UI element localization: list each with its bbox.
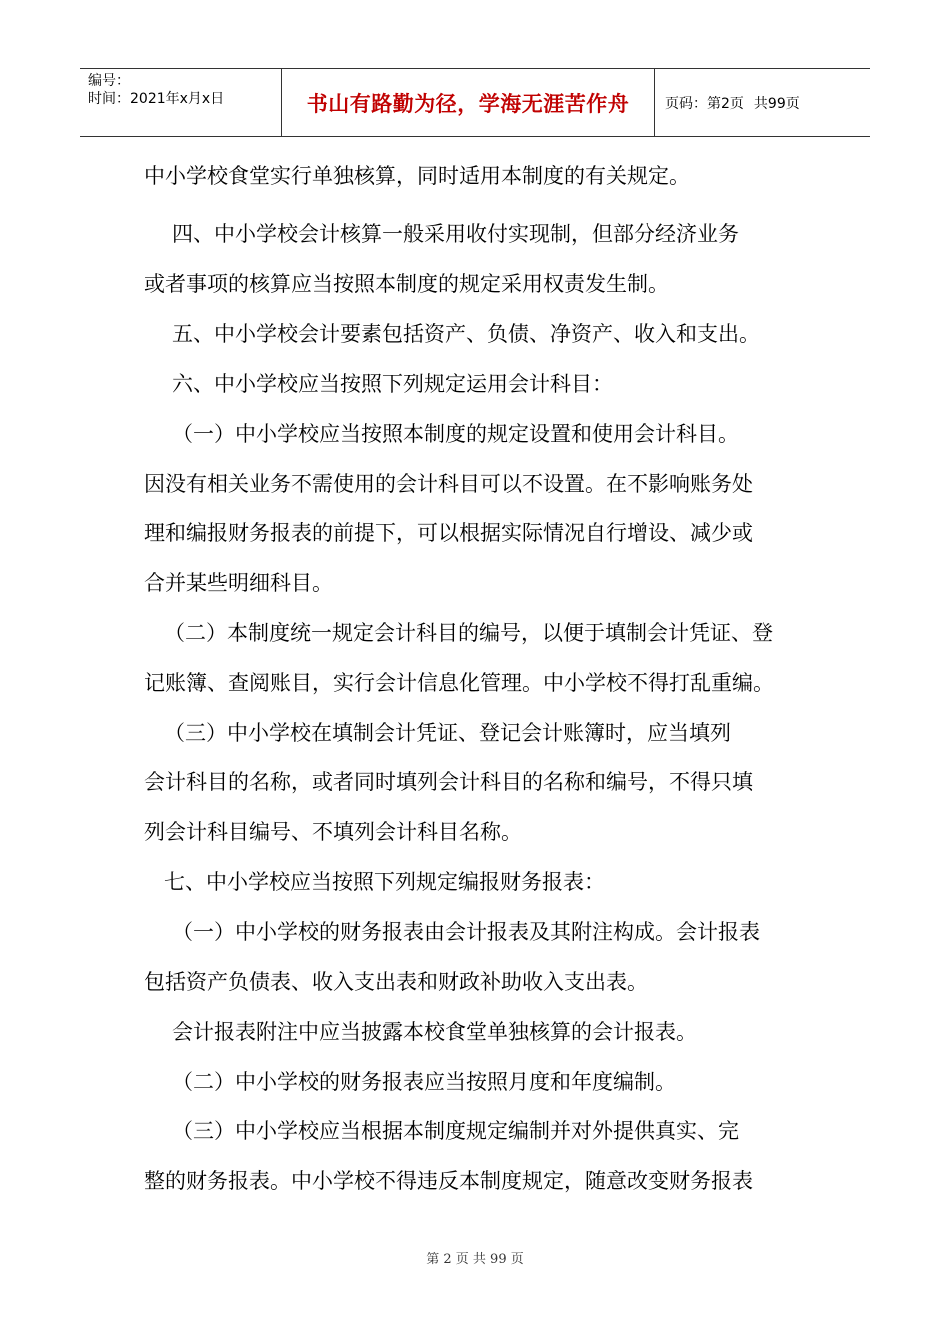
header-motto: 书山有路勤为径，学海无涯苦作舟 <box>306 91 630 116</box>
body-line: 五、中小学校会计要素包括资产、负债、净资产、收入和支出。 <box>172 322 760 346</box>
page-header <box>80 68 870 137</box>
body-line: （二）中小学校的财务报表应当按照月度和年度编制。 <box>172 1070 676 1094</box>
header-meta <box>80 69 282 136</box>
body-line: 六、中小学校应当按照下列规定运用会计科目： <box>172 372 613 396</box>
body-line: 中小学校食堂实行单独核算，同时适用本制度的有关规定。 <box>144 164 690 188</box>
header-page-total: 共99页 <box>753 95 800 112</box>
body-line: （一）中小学校应当按照本制度的规定设置和使用会计科目。 <box>172 422 739 446</box>
body-line: 因没有相关业务不需使用的会计科目可以不设置。在不影响账务处 <box>144 472 753 496</box>
body-line: 或者事项的核算应当按照本制度的规定采用权责发生制。 <box>144 272 669 296</box>
body-line: 记账簿、查阅账目，实行会计信息化管理。中小学校不得打乱重编。 <box>144 671 774 695</box>
body-line: （三）中小学校在填制会计凭证、登记会计账簿时，应当填列 <box>164 721 731 745</box>
body-line: 理和编报财务报表的前提下，可以根据实际情况自行增设、减少或 <box>144 521 753 545</box>
header-page-number: 页码：第2页 <box>665 95 744 112</box>
document-time-label: 时间：2021年x月x日 <box>88 91 225 107</box>
document-number-label: 编号： <box>88 73 130 89</box>
body-line: 列会计科目编号、不填列会计科目名称。 <box>144 820 522 844</box>
body-line: 整的财务报表。中小学校不得违反本制度规定，随意改变财务报表 <box>144 1169 753 1193</box>
body-line: 会计科目的名称，或者同时填列会计科目的名称和编号，不得只填 <box>144 770 753 794</box>
header-motto-cell <box>282 69 655 136</box>
body-line: 四、中小学校会计核算一般采用收付实现制，但部分经济业务 <box>172 222 739 246</box>
page-footer: 第 2 页 共 99 页 <box>426 1252 524 1267</box>
body-line: 七、中小学校应当按照下列规定编报财务报表： <box>164 870 605 894</box>
header-page-info <box>655 69 870 136</box>
body-line: （一）中小学校的财务报表由会计报表及其附注构成。会计报表 <box>172 920 760 944</box>
body-line: （三）中小学校应当根据本制度规定编制并对外提供真实、完 <box>172 1119 739 1143</box>
body-line: 合并某些明细科目。 <box>144 571 333 595</box>
body-line: 会计报表附注中应当披露本校食堂单独核算的会计报表。 <box>172 1020 697 1044</box>
body-line: 包括资产负债表、收入支出表和财政补助收入支出表。 <box>144 970 648 994</box>
body-line: （二）本制度统一规定会计科目的编号，以便于填制会计凭证、登 <box>164 621 773 645</box>
